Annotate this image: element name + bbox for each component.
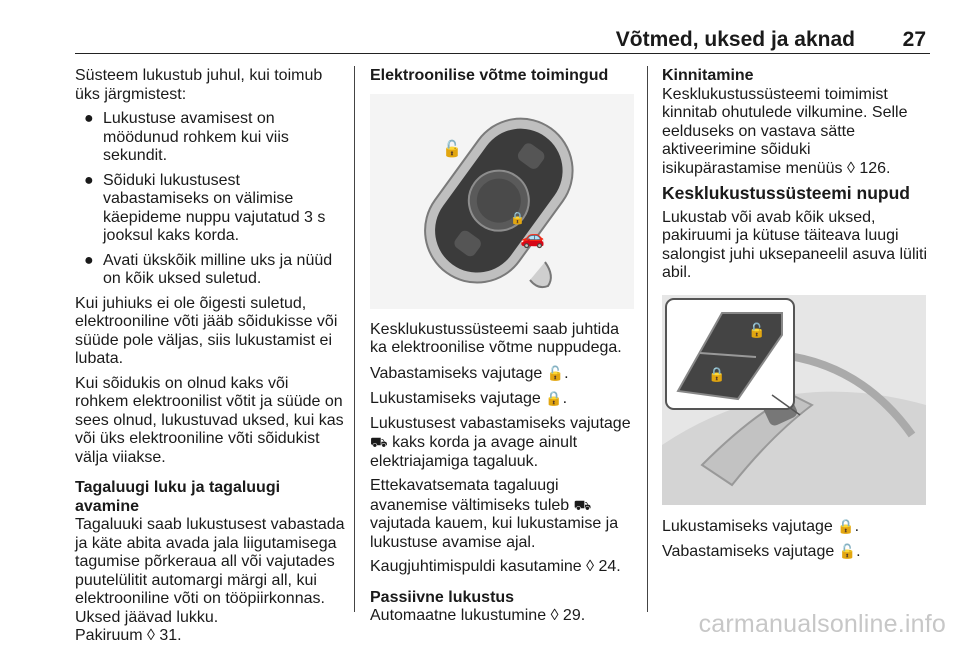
- key-fob-icon: [370, 94, 634, 309]
- svg-text:🔓: 🔓: [748, 322, 766, 339]
- section-heading: Kesklukustussüsteemi nupud: [662, 183, 910, 203]
- bullet-text: Sõiduki lukustusest vabastamiseks on välimise käepideme nuppu vajutatud 3 s jooksul kaks korda.: [103, 171, 326, 244]
- paragraph: Kesklukustussüsteemi toimimist kinnitab ohutulede vilkumine. Selle eelduseks on vastava sätte aktiveerimine sõiduki isikupärastamise menüüs ◊ 126.: [662, 85, 908, 177]
- electronic-key-fob-figure: [370, 94, 634, 309]
- svg-text:🔒: 🔒: [708, 366, 726, 383]
- svg-text:🔒: 🔒: [510, 210, 525, 225]
- page-title: Võtmed, uksed ja aknad: [615, 28, 855, 51]
- column-divider: [354, 66, 355, 612]
- bullet-icon: ●: [84, 171, 94, 189]
- intro-text: Süsteem lukustub juhul, kui toimub üks järgmistest:: [75, 67, 323, 103]
- section-heading: Elektroonilise võtme toimingud: [370, 67, 609, 84]
- bullet-icon: ●: [84, 110, 94, 127]
- section-heading: Passiivne lukustus: [370, 588, 515, 606]
- paragraph: Kui juhiuks ei ole õigesti suletud, elektrooniline võti jääb sõidukisse või süüde pole väljas, siis lukustamist ei lubata.: [75, 294, 338, 367]
- column-right: [662, 67, 930, 568]
- ref-arrow-icon: ◊: [586, 558, 595, 575]
- paragraph: Lukustamiseks vajutage 🔒.: [662, 517, 860, 535]
- section-heading: Kinnitamine: [662, 67, 754, 84]
- cross-reference[interactable]: Pakiruum ◊ 31.: [75, 627, 182, 644]
- section-heading: Tagaluugi luku ja tagaluugi avamine: [75, 479, 281, 515]
- cross-reference[interactable]: ◊ 29.: [550, 607, 586, 624]
- paragraph: Lukustusest vabastamiseks vajutage ⛟ kaks korda ja avage ainult elektriajamiga tagaluuk.: [370, 414, 631, 470]
- cross-reference[interactable]: ◊ 126.: [846, 159, 891, 177]
- paragraph: Kesklukustussüsteemi saab juhtida ka elektroonilise võtme nuppudega.: [370, 320, 622, 356]
- bullet-text: Lukustuse avamisest on möödunud rohkem kui viis sekundit.: [103, 110, 289, 164]
- ref-arrow-icon: ◊: [846, 159, 855, 177]
- column-divider: [647, 66, 648, 612]
- tailgate-icon: ⛟: [370, 434, 388, 450]
- door-lock-switch-icon: [662, 295, 926, 505]
- paragraph: Kaugjuhtimispuldi kasutamine ◊ 24.: [370, 558, 621, 575]
- paragraph: Kui sõidukis on olnud kaks või rohkem elektroonilist võtit ja süüde on sees olnud, lukustuvad uksed, kui kas või üks elektrooniline võti sõidukist välja viiakse.: [75, 374, 344, 466]
- column-middle: [370, 67, 640, 632]
- bullet-list: [75, 110, 345, 289]
- tailgate-icon: ⛟: [573, 496, 592, 513]
- page-number: 27: [902, 28, 926, 51]
- header-rule: [75, 53, 930, 54]
- closed-lock-icon: 🔒: [545, 390, 563, 406]
- column-left: [75, 67, 345, 652]
- page-header: [60, 24, 930, 54]
- open-lock-icon: 🔓: [838, 543, 857, 559]
- list-item: [75, 172, 345, 246]
- door-lock-switch-figure: [662, 295, 926, 505]
- paragraph: Automaatne lukustumine ◊ 29.: [370, 607, 586, 624]
- bullet-text: Avati ükskõik milline uks ja nüüd on kõik uksed suletud.: [103, 251, 333, 287]
- cross-reference[interactable]: ◊ 24.: [586, 558, 621, 575]
- svg-text:🚗: 🚗: [520, 224, 545, 249]
- open-lock-icon: 🔓: [546, 364, 565, 381]
- ref-arrow-icon: ◊: [550, 607, 559, 624]
- paragraph: Vabastamiseks vajutage 🔓.: [662, 543, 861, 560]
- paragraph: Tagaluuki saab lukustusest vabastada ja käte abita avada jala liigutamisega tagumise põrkeraua all või vajutades puutelülitit automargi märgi all, kui elektrooniline võti on tööpiirkonnas. Uksed jäävad lukku. Pakiruum ◊ 31.: [75, 516, 345, 644]
- paragraph: Lukustab või avab kõik uksed, pakiruumi ja kütuse täiteava luugi salongist juhi uksepaneelil asuva lüliti abil.: [662, 208, 928, 281]
- bullet-icon: ●: [84, 251, 94, 269]
- paragraph: Lukustamiseks vajutage 🔒.: [370, 390, 568, 407]
- svg-text:🔓: 🔓: [442, 138, 462, 158]
- watermark: carmanualsonline.info: [698, 610, 946, 638]
- list-item: [75, 252, 345, 289]
- closed-lock-icon: 🔒: [837, 517, 855, 534]
- paragraph: Ettekavatsemata tagaluugi avanemise vältimiseks tuleb ⛟ vajutada kauem, kui lukustamise ja lukustuse avamise ajal.: [370, 477, 619, 551]
- paragraph: Vabastamiseks vajutage 🔓.: [370, 364, 569, 382]
- list-item: [75, 110, 345, 166]
